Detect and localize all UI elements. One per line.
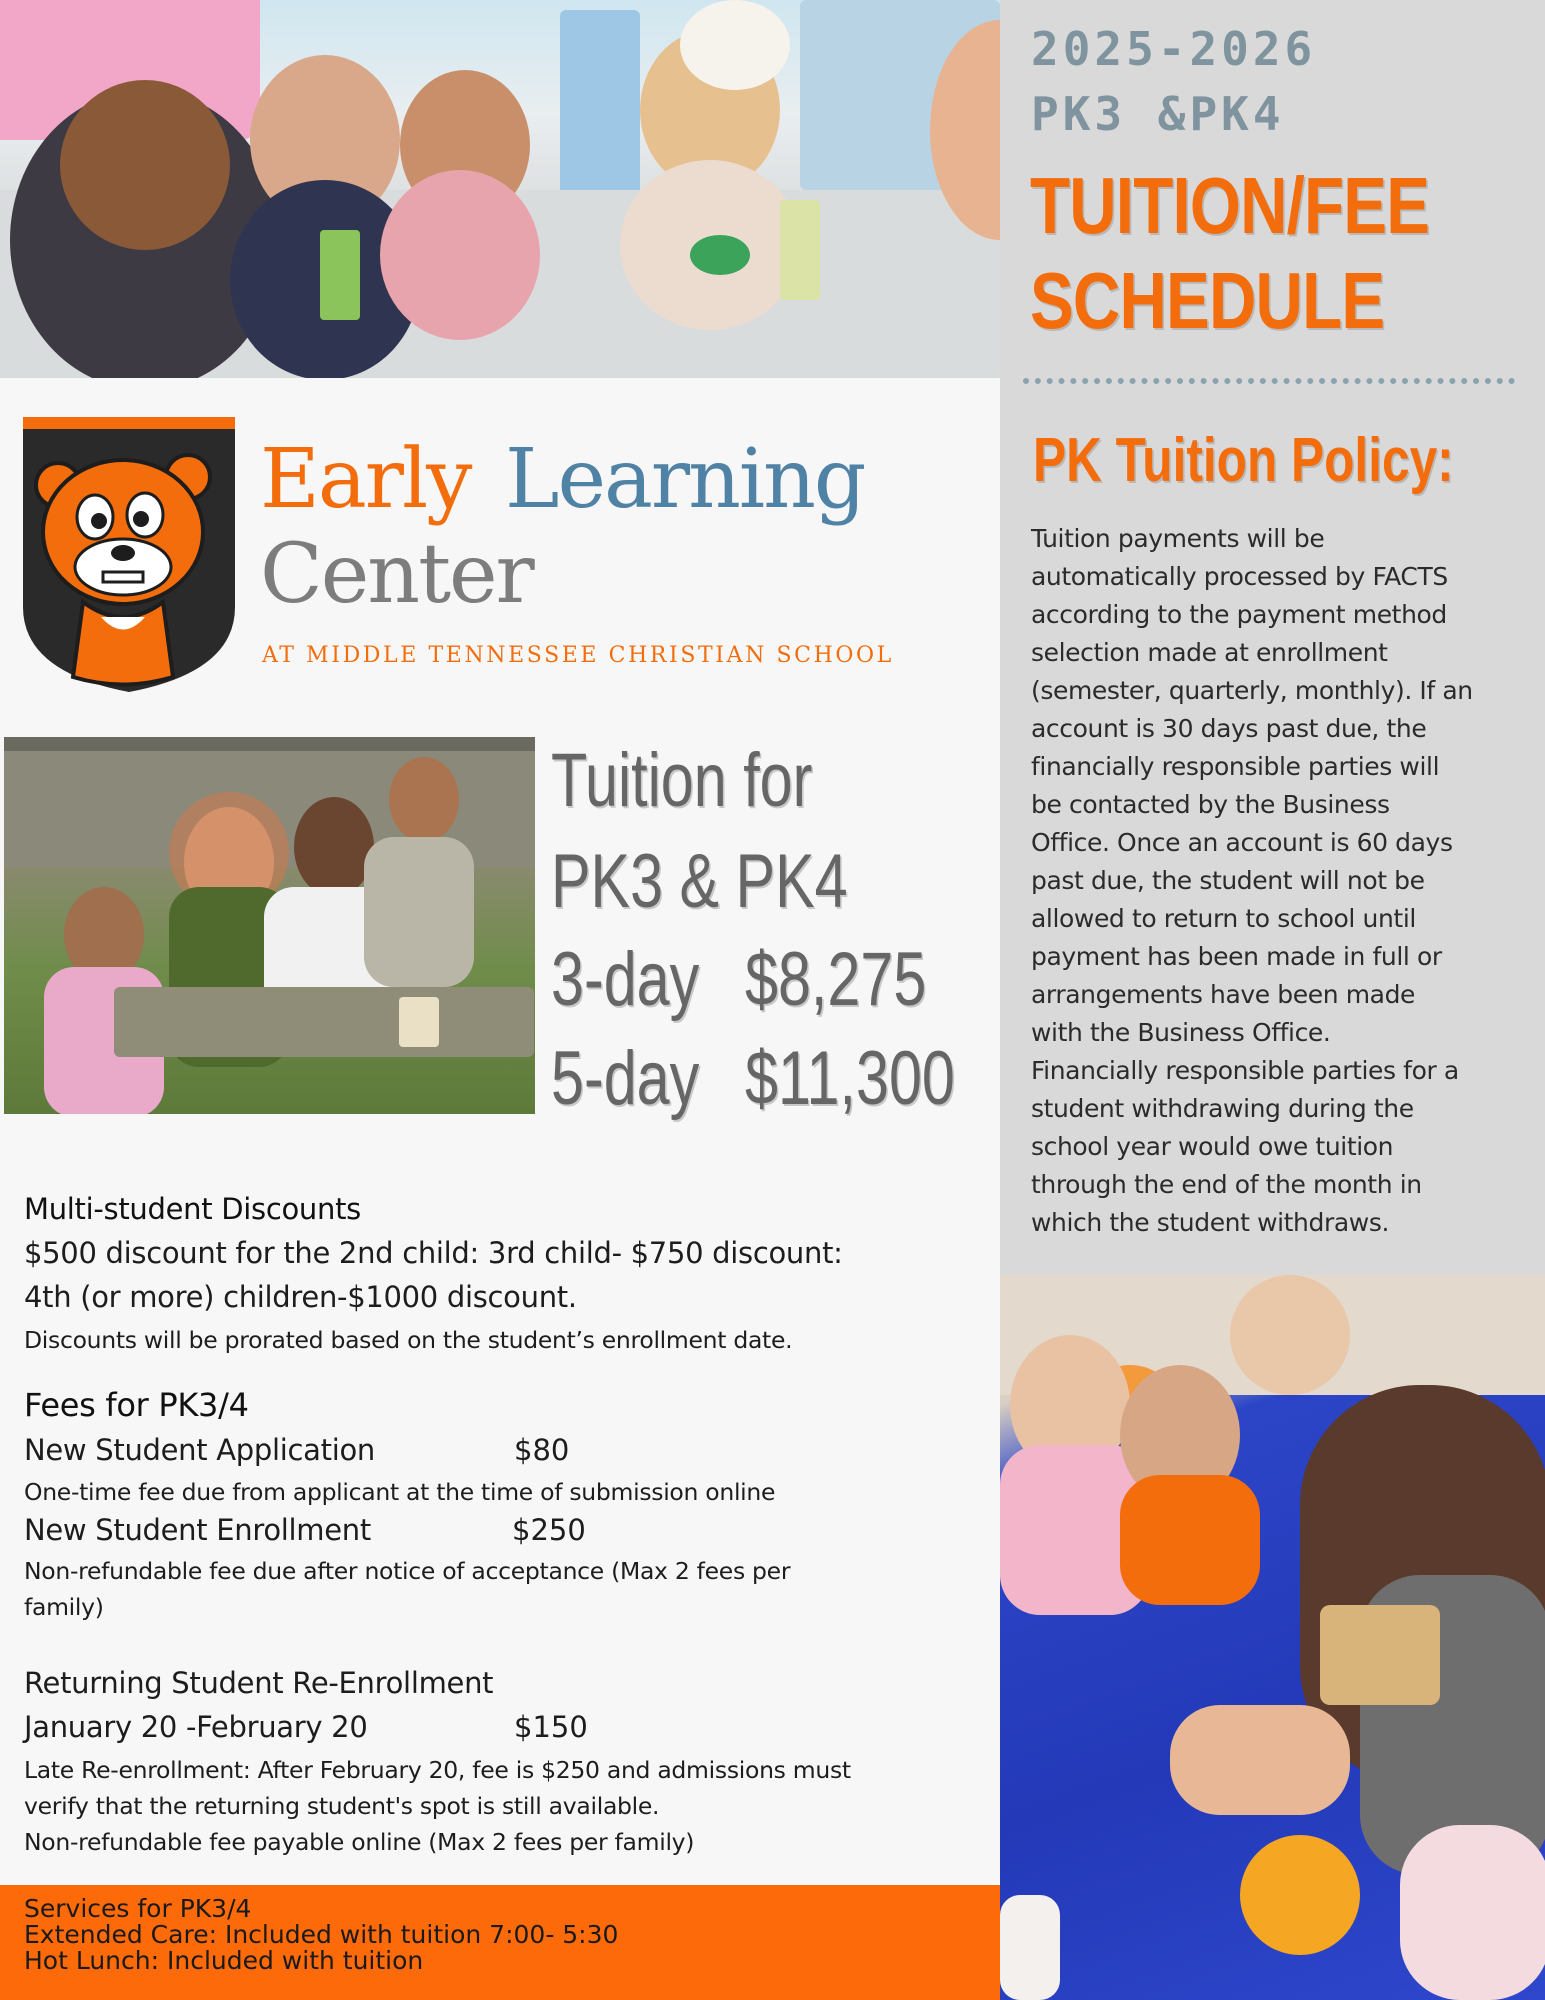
policy-heading: PK Tuition Policy: <box>1033 426 1454 495</box>
fee-reenrollment-note-line2: verify that the returning student's spot is still available. <box>24 1792 660 1820</box>
fee-enrollment-note-line2: family) <box>24 1593 104 1621</box>
discounts-line1: $500 discount for the 2nd child: 3rd child- $750 discount: <box>24 1236 843 1270</box>
tuition-option-3day-label: 3-day <box>551 937 700 1022</box>
policy-body <box>1031 520 1526 1242</box>
school-year: 2025-2026 <box>1031 22 1317 76</box>
policy-line: through the end of the month in <box>1031 1170 1422 1199</box>
discounts-line2: 4th (or more) children-$1000 discount. <box>24 1280 577 1314</box>
policy-line: arrangements have been made <box>1031 980 1416 1009</box>
policy-line: student withdrawing during the <box>1031 1094 1414 1123</box>
fee-enrollment-label: New Student Enrollment <box>24 1513 371 1547</box>
tuition-heading-line2: PK3 & PK4 <box>551 839 848 924</box>
policy-line: school year would owe tuition <box>1031 1132 1394 1161</box>
policy-line: automatically processed by FACTS <box>1031 562 1448 591</box>
policy-line: with the Business Office. <box>1031 1018 1331 1047</box>
policy-line: payment has been made in full or <box>1031 942 1442 971</box>
fee-reenrollment-note-line3: Non-refundable fee payable online (Max 2 fees per family) <box>24 1828 695 1856</box>
tuition-option-3day-price: $8,275 <box>745 937 927 1022</box>
fee-enrollment-price: $250 <box>512 1513 586 1547</box>
fee-application-note: One-time fee due from applicant at the time of submission online <box>24 1478 776 1506</box>
tuition-heading-line1: Tuition for <box>551 738 813 823</box>
classroom-praying-photo <box>0 0 1000 378</box>
discounts-heading: Multi-student Discounts <box>24 1192 361 1226</box>
services-heading: Services for PK3/4 <box>24 1894 252 1923</box>
fee-reenrollment-price: $150 <box>514 1710 588 1744</box>
dotted-divider <box>1023 378 1515 384</box>
services-extended-care: Extended Care: Included with tuition 7:00- 5:30 <box>24 1920 619 1949</box>
fees-heading: Fees for PK3/4 <box>24 1386 249 1424</box>
grade-levels: PK3 &PK4 <box>1031 87 1285 141</box>
fee-enrollment-note-line1: Non-refundable fee due after notice of acceptance (Max 2 fees per <box>24 1557 791 1585</box>
policy-line: Tuition payments will be <box>1031 524 1325 553</box>
tiger-mascot-logo <box>23 417 235 692</box>
family-picnic-photo <box>4 737 535 1114</box>
tuition-option-5day-label: 5-day <box>551 1036 700 1121</box>
page-title-line1: TUITION/FEE <box>1030 161 1430 250</box>
fee-application-price: $80 <box>514 1433 570 1467</box>
services-hot-lunch: Hot Lunch: Included with tuition <box>24 1946 424 1975</box>
policy-line: account is 30 days past due, the <box>1031 714 1427 743</box>
fee-application-label: New Student Application <box>24 1433 375 1467</box>
logo-subtitle: AT MIDDLE TENNESSEE CHRISTIAN SCHOOL <box>262 643 894 668</box>
logo-word-center: Center <box>260 527 533 622</box>
page-title-line2: SCHEDULE <box>1030 256 1385 345</box>
teacher-circle-time-photo <box>1000 1275 1545 2000</box>
logo-word-early: Early <box>260 432 471 527</box>
policy-line: which the student withdraws. <box>1031 1208 1389 1237</box>
policy-line: be contacted by the Business <box>1031 790 1390 819</box>
policy-line: according to the payment method <box>1031 600 1447 629</box>
policy-line: Office. Once an account is 60 days <box>1031 828 1453 857</box>
policy-line: Financially responsible parties for a <box>1031 1056 1459 1085</box>
policy-line: financially responsible parties will <box>1031 752 1440 781</box>
policy-line: past due, the student will not be <box>1031 866 1425 895</box>
fee-reenrollment-note-line1: Late Re-enrollment: After February 20, fee is $250 and admissions must <box>24 1756 851 1784</box>
policy-line: selection made at enrollment <box>1031 638 1388 667</box>
discounts-note: Discounts will be prorated based on the student’s enrollment date. <box>24 1326 793 1354</box>
policy-line: allowed to return to school until <box>1031 904 1416 933</box>
logo-word-learning: Learning <box>505 432 865 527</box>
tuition-option-5day-price: $11,300 <box>745 1036 955 1121</box>
fee-reenrollment-label: Returning Student Re-Enrollment <box>24 1666 494 1700</box>
policy-line: (semester, quarterly, monthly). If an <box>1031 676 1473 705</box>
fee-reenrollment-dates: January 20 -February 20 <box>24 1710 368 1744</box>
